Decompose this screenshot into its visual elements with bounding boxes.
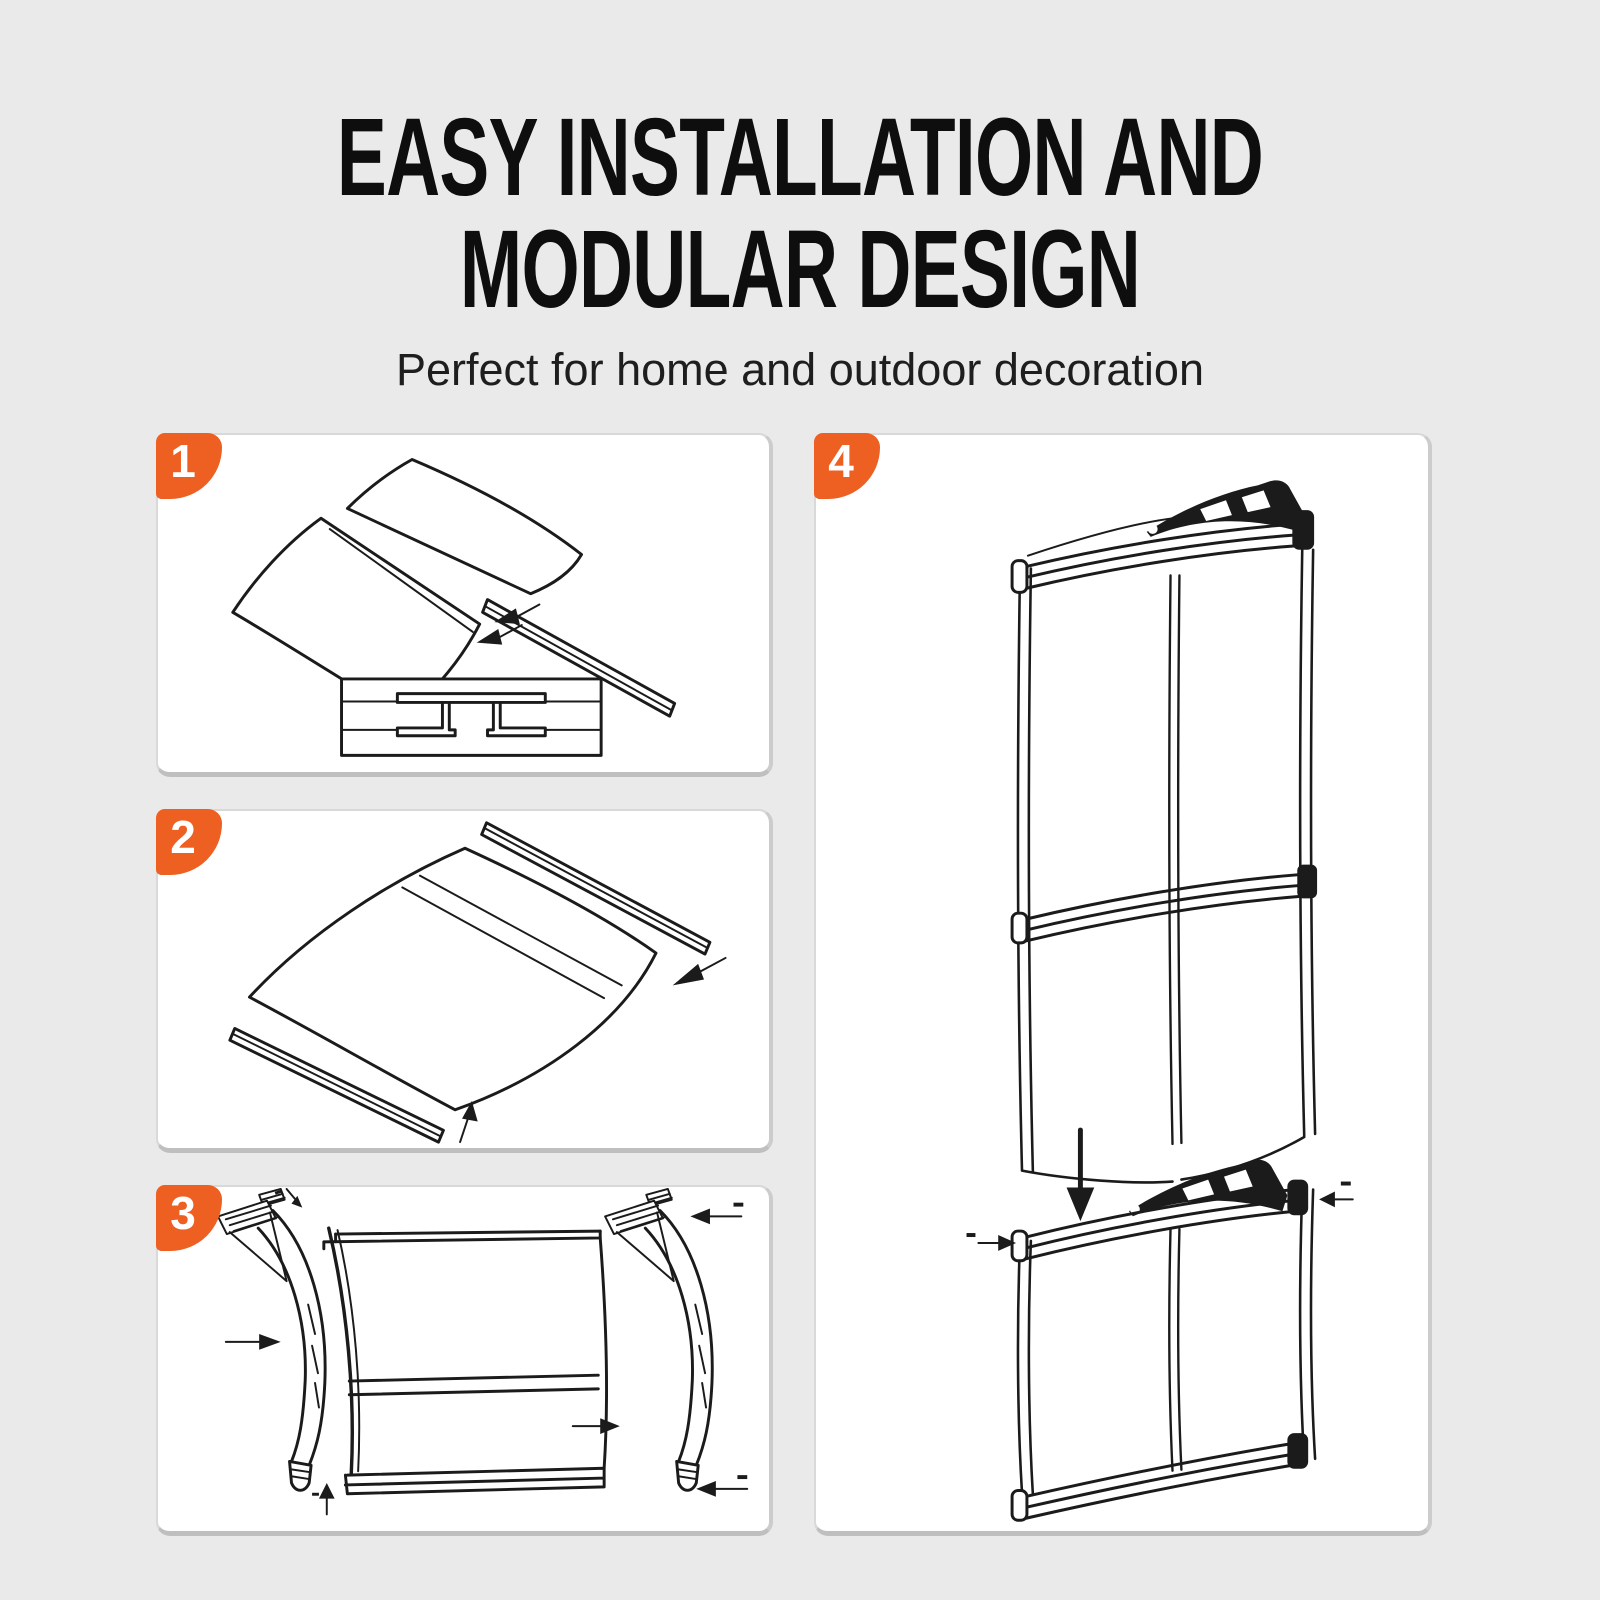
step-3-badge: 3 [156,1185,222,1251]
header [0,96,1600,332]
page-subtitle: Perfect for home and outdoor decoration [395,344,1204,395]
step-2-diagram-sheet-with-edge-strips [158,811,769,1148]
upper-module-drawing [1012,480,1317,1182]
step-4-panel [814,433,1432,1536]
step-2-panel [156,809,773,1153]
step-3-diagram-panel-with-brackets [158,1187,769,1531]
step-1-badge: 1 [156,433,222,499]
step-4-diagram-stacked-modules [816,435,1428,1531]
step-3-panel [156,1185,773,1536]
title-line-2: MODULAR DESIGN [459,208,1141,332]
lower-module-drawing [1012,1160,1315,1520]
title-line-1: EASY INSTALLATION AND [336,96,1264,219]
step-2-badge: 2 [156,809,222,875]
h-profile-cross-section-drawing [342,679,602,755]
canopy-panel-drawing [324,1228,607,1494]
page-title [256,96,1344,332]
step-1-diagram-sheets-with-h-connector [158,435,769,772]
connect-down-arrow [1067,1130,1095,1221]
step-1-panel [156,433,773,777]
step-4-badge: 4 [814,433,880,499]
right-bracket-drawing [605,1189,712,1490]
